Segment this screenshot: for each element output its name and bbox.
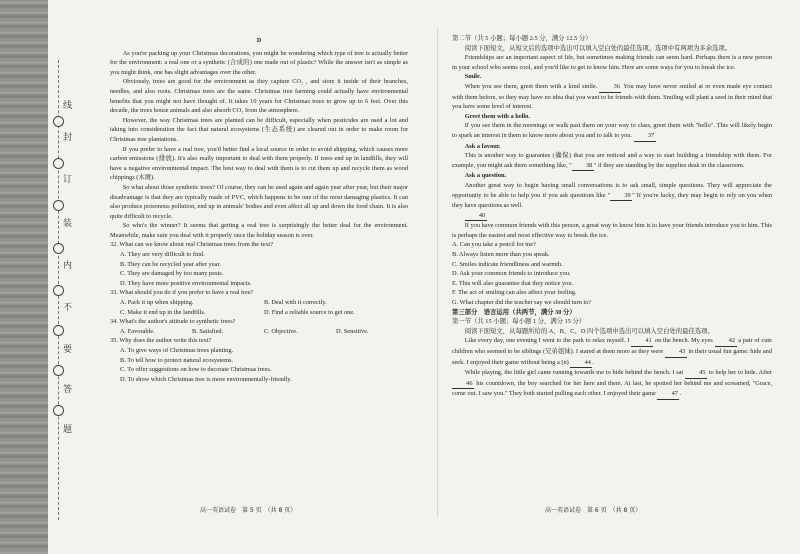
option: D. Find a reliable source to get one.	[264, 308, 355, 316]
seal-char: 要	[63, 345, 73, 355]
blank-45: 45	[685, 368, 707, 379]
page-5-footer: 高一英语试卷 第 5 页 （共 8 页）	[200, 507, 297, 514]
section-2-instructions: 阅读下面短文，从短文后的选项中选出可以填入空白处的最佳选项。选项中有两项为多余选项。	[464, 44, 732, 52]
option: F. The act of smiling can also affect your feeling.	[452, 289, 577, 297]
paragraph: If you have common friends with this person, a great way to know him is to have your friends introduce you to him. This is perhaps the easiest and most effective way to break the ice.	[452, 222, 773, 239]
paragraph: So who's the winner? It seems that getting a real tree is surprisingly the better deal for the environment. Meanwhile, make sure you deal with it properly once the holiday season is over.	[110, 222, 408, 239]
seal-char: 封	[63, 133, 73, 143]
blank-47: 47	[657, 389, 679, 400]
blank-46: 46	[452, 379, 474, 390]
paragraph: However, the way Christmas trees are planted can be difficult, especially when pesticides are used a lot and taking into consideration the fact that natural ecosystems (生态系统) are cleared out in order to make room for Christmas tree plantations.	[110, 116, 408, 143]
option: C. They are damaged by too many pests.	[120, 270, 224, 278]
seal-char: 装	[63, 219, 73, 229]
option-row	[120, 327, 408, 337]
cloze-paragraph: While playing, the little girl came running towards me to hide behind the bench. I sat 45 to help her to hide. After 46 his countdown, the boy searched for her here and there. At last, he spotted her behind me and screamed, "Grace, come out. I saw you." They both started pulling each other. I enjoyed their game 47.	[452, 368, 772, 400]
seal-char: 内	[63, 261, 73, 271]
cloze-paragraph: Like every day, one evening I went to the park to relax myself. I 41 on the bench. My eyes 42 a pair of cute children who seemed to be siblings (兄弟姐妹). I stared at them more as they were 43 in their usual fun game: hide and seek. I enjoyed their game without being a (n) 44.	[452, 336, 772, 368]
binding-hole	[53, 243, 64, 254]
heading-favour: Ask a favour.	[464, 142, 501, 150]
section-1-title: 第一节（共 15 小题；每小题 1 分，满分 15 分）	[452, 318, 586, 326]
option: A. Pack it up when shipping.	[120, 299, 194, 307]
option: A. Favorable.	[120, 327, 155, 335]
seal-char: 订	[63, 175, 73, 185]
option: G. What chapter did the teacher say we should turn to?	[452, 299, 592, 307]
paragraph: When you see them, greet them with a kind smile. 36 You may have never smiled at or even made eye contact with them before, so they may have no idea that you want to be friends with them. Smiling will plant a seed in their mind that you have some level of interest.	[452, 82, 772, 111]
binding-hole	[53, 325, 64, 336]
option: C. To offer suggestions on how to decorate Christmas trees.	[120, 366, 272, 374]
page-5	[110, 36, 408, 384]
section-1-instructions: 阅读下面短文，从每题所给的 A、B、C、D 四个选项中选出可以填入空白处的最佳选项。	[464, 327, 714, 335]
binding-hole	[53, 285, 64, 296]
binding-hole	[53, 116, 64, 127]
paragraph: Obviously, trees are good for the environment as they capture CO₂ , and store it inside of their branches, needles, and also roots. Christmas trees are the same. Christmas tree farming could actually have environmental benefits that you might not have thought of. It takes 10 years for Christmas trees to grow up to 6 feet. Over this decade, the trees house animals and also absorb CO₂ from the atmosphere.	[110, 78, 408, 115]
part-3-title: 第三部分 语言运用（共两节，满分 30 分）	[452, 308, 576, 316]
option: C. Objective.	[264, 327, 298, 335]
option: B. They can be recycled year after year.	[120, 260, 221, 268]
option: B. To tell how to protect natural ecosystems.	[120, 356, 234, 364]
seal-char: 不	[63, 303, 73, 313]
heading-greet: Greet them with a hello.	[464, 112, 530, 120]
option: D. Ask your common friends to introduce you.	[452, 270, 571, 278]
intro-paragraph: Friendships are an important aspect of life, but sometimes making friends can seem hard. Perhaps there is a new person in your school who seems cool, and you'd like to get to know him. Here are some ways for you to break the ice.	[452, 54, 772, 71]
binding-hole	[53, 200, 64, 211]
binding-spine	[0, 0, 48, 554]
blank-40: 40	[465, 211, 487, 222]
binding-hole	[53, 365, 64, 376]
blank-43: 43	[665, 347, 687, 358]
paragraph: This is another way to guarantee (确保) that you are noticed and a way to start building a friendship with them. For example, you might ask them something like, " 38" if they are standing by the supplies desk in the classroom.	[452, 151, 772, 171]
question-34: 34. What's the author's attitude to synthetic trees?	[110, 318, 236, 326]
binding-hole	[53, 158, 64, 169]
page-6-footer: 高一英语试卷 第 6 页 （共 8 页）	[545, 507, 642, 514]
blank-42: 42	[715, 336, 737, 347]
option: A. Can you take a pencil for me?	[452, 241, 536, 249]
binding-hole	[53, 405, 64, 416]
blank-38: 38	[572, 161, 594, 172]
seal-char: 题	[63, 425, 73, 435]
passage-d-label: D	[256, 37, 262, 44]
section-2-title: 第二节（共 5 小题；每小题 2.5 分，满分 12.5 分）	[452, 35, 592, 42]
blank-39: 39	[610, 191, 632, 202]
question-32: 32. What can we know about real Christmas trees from the text?	[110, 241, 274, 249]
option: C. Make it end up in the landfills.	[120, 308, 206, 316]
page-6	[452, 34, 772, 400]
option: A. They are very difficult to find.	[120, 251, 205, 259]
option: A. To give ways of Christmas trees planting.	[120, 347, 234, 354]
option: D. They have more positive environmental impacts.	[120, 279, 252, 287]
option: B. Satisfied.	[192, 327, 224, 335]
blank-41: 41	[631, 336, 653, 347]
option: D. Sensitive.	[336, 327, 369, 335]
page-divider	[437, 28, 438, 518]
paragraph	[452, 211, 772, 222]
heading-smile: Smile.	[464, 73, 482, 81]
paragraph: As you're packing up your Christmas decorations, you might be wondering which type of tree is actually better for the environment: a real one or a synthetic (合成的) one made out of plastic? While the answer isn't as simple as you might think, one has slight advantages over the other.	[110, 49, 408, 76]
paragraph: If you see them in the mornings or walk past them on your way to class, greet them with "hello". This will likely begin to spark an interest in them to know more about you and to talk to you. 37	[452, 121, 772, 141]
paragraph: If you prefer to have a real tree, you'd better find a local source in order to avoid shipping, which causes more carbon emissions (排放). It's also really important to deal with them properly. If trees end up in landfills, they will have a negative environmental impact. The best way to deal with them is to cut them up and recycle them as wood chippings (木屑).	[110, 145, 408, 182]
blank-44: 44	[570, 358, 592, 369]
question-33: 33. What should you do if you prefer to have a real tree?	[110, 289, 254, 297]
paragraph: So what about those synthetic trees? Of course, they can be used again and again year after year, but their major disadvantage is that they are typically made of PVC, which happens to be one of the most damaging plastics. It can also produce poisonous pollution, end up in animals' bodies and even affect all up and down the food chain. It is also quite difficult to recycle.	[110, 183, 408, 220]
seal-char: 答	[63, 385, 73, 395]
option: B. Always listen more than you speak.	[452, 251, 550, 259]
question-35: 35. Why does the author write this text?	[110, 337, 212, 345]
option: E. This will also guarantee that they notice you.	[452, 279, 574, 287]
option: D. To show which Christmas tree is more environmentally-friendly.	[120, 375, 292, 383]
option: C. Smiles indicate friendliness and warmth.	[452, 260, 563, 268]
option: B. Deal with it correctly.	[264, 299, 327, 307]
seal-line	[58, 60, 81, 520]
seal-char: 线	[63, 101, 73, 111]
blank-37: 37	[634, 131, 656, 142]
paragraph: Another great way to begin having small conversations is to ask small, simple questions. They will appreciate the opportunity to be able to help you if you ask questions like " 39" If you're lucky, they may begin to rely on you when they have questions as well.	[452, 181, 772, 210]
option-row	[120, 308, 408, 318]
heading-question: Ask a question.	[464, 172, 507, 180]
option-row	[120, 298, 408, 308]
blank-36: 36	[599, 82, 621, 93]
